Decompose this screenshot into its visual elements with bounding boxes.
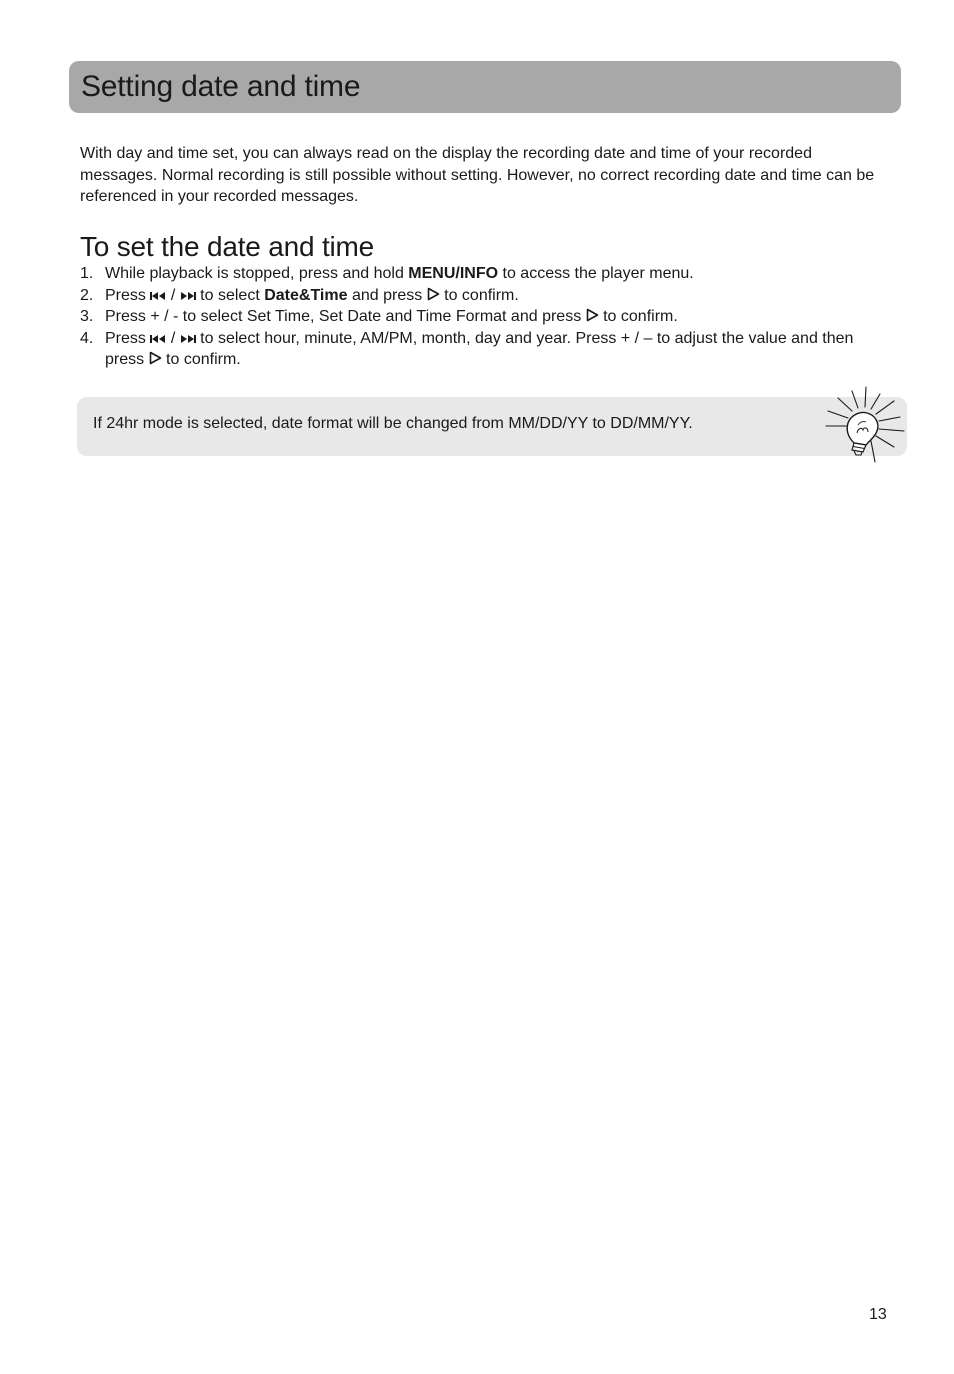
menu-info-key: MENU/INFO <box>408 265 499 282</box>
intro-paragraph: With day and time set, you can always read on the display the recording date and time of your recorded messages. Normal recording is still possible without setting. However, no correct recording date and time can be referenced in your recorded messages. <box>80 145 875 205</box>
skip-previous-icon <box>150 334 166 344</box>
steps-list <box>80 263 895 371</box>
step-number: 3. <box>80 308 94 325</box>
skip-previous-icon <box>150 291 166 301</box>
date-time-option: Date&Time <box>264 286 348 304</box>
play-icon <box>427 287 440 301</box>
step-4: 4. Press / to select hour, minute, AM/PM, month, day and year. Press + / – to adjust the value and then press to confirm. <box>80 328 895 371</box>
step-number: 1. <box>80 265 94 282</box>
step-number: 2. <box>80 286 94 304</box>
page-title-bar <box>69 61 901 113</box>
step-2: 2. Press / to select Date&Time and press to confirm. <box>80 285 895 307</box>
tip-note-box <box>77 397 907 456</box>
step-1: 1. While playback is stopped, press and hold MENU/INFO to access the player menu. <box>80 263 895 285</box>
section-heading: To set the date and time <box>80 231 375 262</box>
tip-note-text: If 24hr mode is selected, date format will be changed from MM/DD/YY to DD/MM/YY. <box>93 415 693 432</box>
page-title: Setting date and time <box>81 70 361 103</box>
lightbulb-icon <box>818 385 906 465</box>
step-number: 4. <box>80 329 94 347</box>
play-icon <box>149 351 162 365</box>
play-icon <box>586 308 599 322</box>
page-number: 13 <box>869 1306 887 1323</box>
skip-next-icon <box>180 334 196 344</box>
skip-next-icon <box>180 291 196 301</box>
step-3: 3. Press + / - to select Set Time, Set Date and Time Format and press to confirm. <box>80 306 895 328</box>
